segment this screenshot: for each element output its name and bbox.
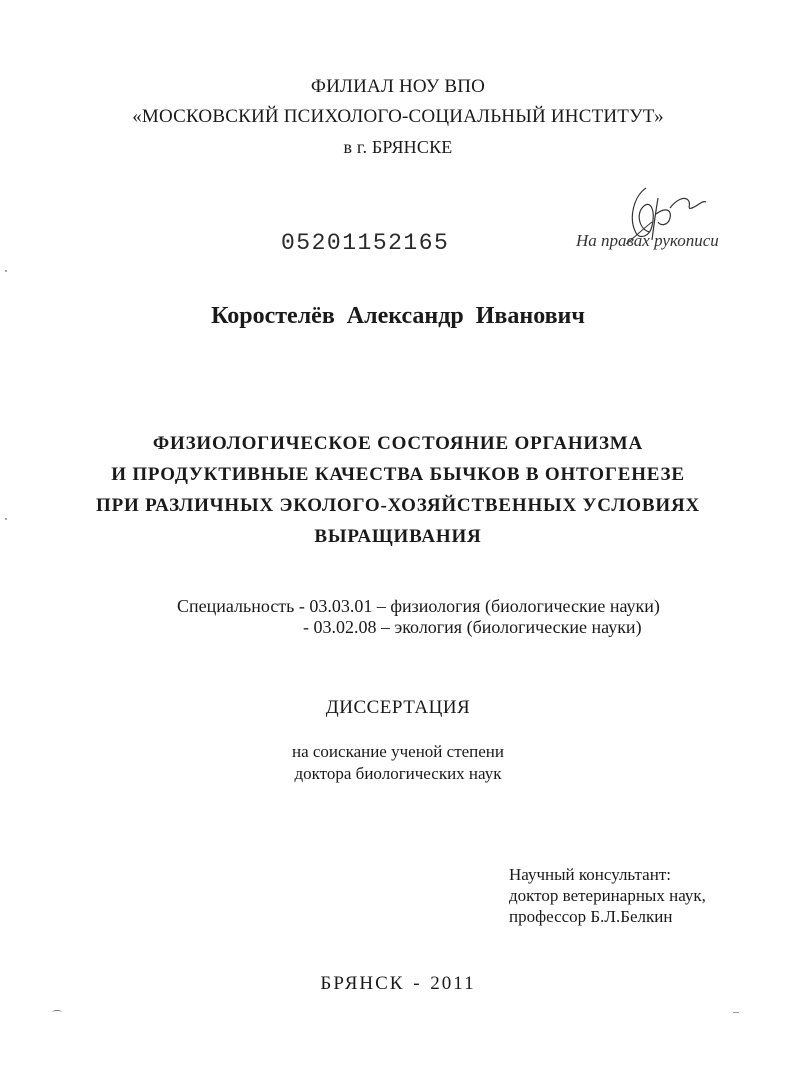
consultant-degree: доктор ветеринарных наук, [509, 886, 706, 905]
degree-line-2: доктора биологических наук [294, 764, 502, 783]
scan-mark [733, 1012, 739, 1013]
city-year: БРЯНСК - 2011 [320, 973, 476, 994]
scan-mark [52, 1010, 62, 1014]
specialty-line-1: Специальность - 03.03.01 – физиология (биологические науки) [177, 596, 660, 616]
document-type: ДИССЕРТАЦИЯ [325, 697, 471, 718]
dissertation-title [0, 428, 796, 552]
institution-line-2: «МОСКОВСКИЙ ПСИХОЛОГО-СОЦИАЛЬНЫЙ ИНСТИТУТ» [132, 106, 664, 127]
degree-line-1: на соискание ученой степени [291, 742, 505, 761]
institution-line-1: ФИЛИАЛ НОУ ВПО [310, 76, 486, 97]
institution-line-3: в г. БРЯНСКЕ [343, 137, 453, 157]
consultant-block [509, 864, 706, 927]
consultant-label: Научный консультант: [509, 865, 671, 884]
title-line: ВЫРАЩИВАНИЯ [314, 526, 482, 547]
specialty-line-2: - 03.02.08 – экология (биологические науки) [303, 617, 642, 637]
title-line: ПРИ РАЗЛИЧНЫХ ЭКОЛОГО-ХОЗЯЙСТВЕННЫХ УСЛОВИЯХ [96, 495, 700, 516]
scan-speck [5, 270, 7, 272]
scan-speck [5, 518, 7, 520]
document-number: 05201152165 [281, 230, 450, 256]
title-line: И ПРОДУКТИВНЫЕ КАЧЕСТВА БЫЧКОВ В ОНТОГЕНЕЗЕ [111, 464, 685, 485]
title-line: ФИЗИОЛОГИЧЕСКОЕ СОСТОЯНИЕ ОРГАНИЗМА [152, 433, 644, 454]
degree-block [0, 741, 796, 785]
manuscript-note: На правах рукописи [576, 231, 719, 250]
consultant-name: профессор Б.Л.Белкин [509, 907, 673, 926]
author-name: Коростелёв Александр Иванович [211, 303, 585, 329]
